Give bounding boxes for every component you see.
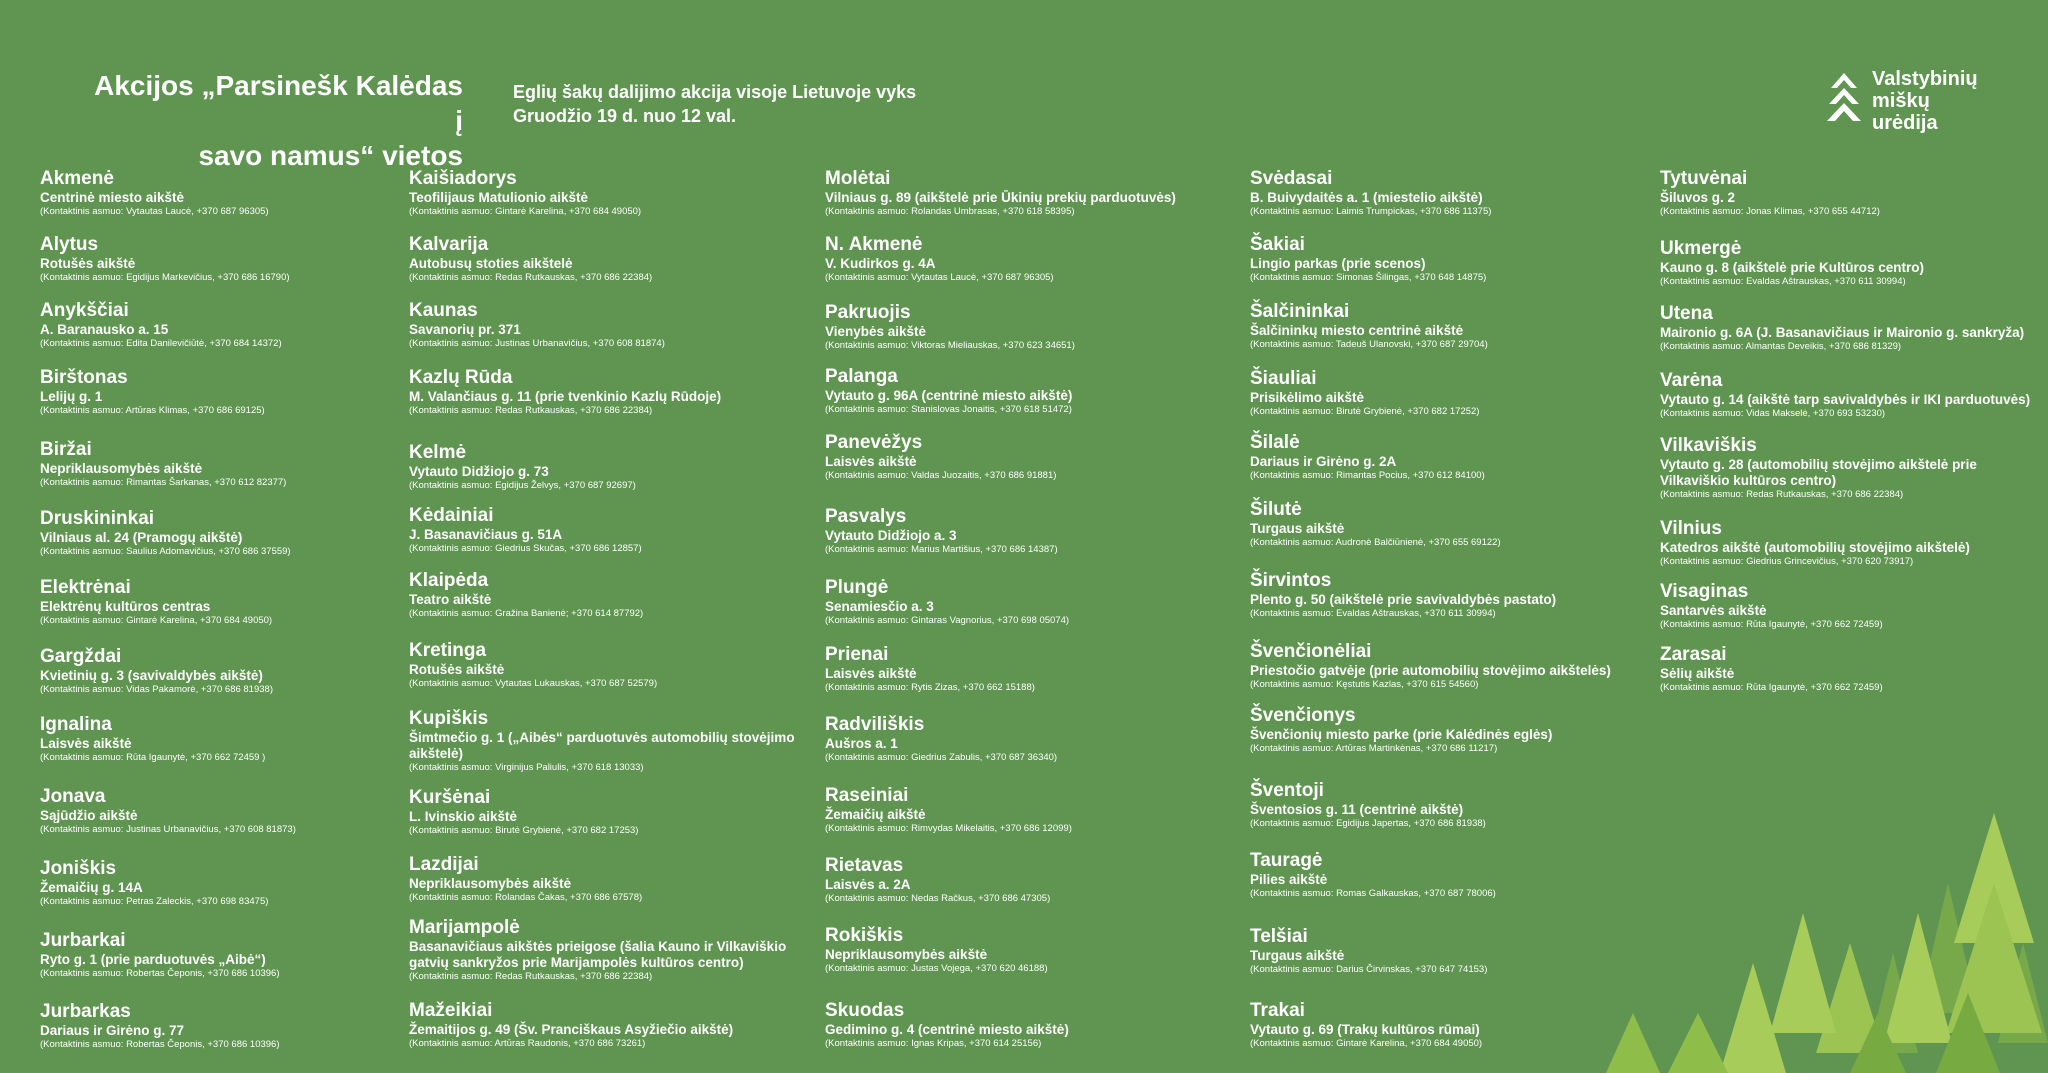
christmas-trees-illustration xyxy=(1588,713,2048,1073)
location-entry xyxy=(825,432,1245,482)
location-entry xyxy=(1250,570,1650,620)
location-name: Rietavas xyxy=(825,855,904,876)
location-entry xyxy=(825,577,1245,627)
location-entry xyxy=(1660,581,2040,631)
location-entry xyxy=(409,442,819,492)
location-name: Vilkaviškis xyxy=(1660,435,1757,456)
location-entry xyxy=(1660,518,2040,568)
location-name: Raseiniai xyxy=(825,785,909,806)
location-contact: (Kontaktinis asmuo: Gintarė Karelina, +370 684 49050) xyxy=(40,615,273,626)
location-name: Palanga xyxy=(825,366,898,387)
location-entry xyxy=(40,577,390,627)
location-name: Šalčininkai xyxy=(1250,301,1350,322)
location-contact: (Kontaktinis asmuo: Virginijus Paliulis, +370 618 13033) xyxy=(409,762,644,773)
location-address: Dariaus ir Girėno g. 2A xyxy=(1250,454,1397,469)
location-contact: (Kontaktinis asmuo: Nedas Račkus, +370 686 47305) xyxy=(825,893,1051,904)
location-name: Gargždai xyxy=(40,646,122,667)
location-contact: (Kontaktinis asmuo: Artūras Martinkėnas, +370 686 11217) xyxy=(1250,743,1498,754)
location-name: Šakiai xyxy=(1250,234,1305,255)
event-info-line-2: Gruodžio 19 d. nuo 12 val. xyxy=(513,106,737,126)
location-address: Šiluvos g. 2 xyxy=(1660,190,1736,205)
location-contact: (Kontaktinis asmuo: Ignas Kripas, +370 614 25156) xyxy=(825,1038,1042,1049)
location-address: Laisvės a. 2A xyxy=(825,877,911,892)
location-name: Vilnius xyxy=(1660,518,1722,539)
location-entry xyxy=(1250,168,1650,218)
location-name: Kazlų Rūda xyxy=(409,367,513,388)
location-entry xyxy=(1660,435,2040,501)
location-name: Prienai xyxy=(825,644,889,665)
logo-text xyxy=(1872,68,1978,134)
location-address: Santarvės aikštė xyxy=(1660,603,1767,618)
location-name: Zarasai xyxy=(1660,644,1727,665)
location-address: Turgaus aikštė xyxy=(1250,521,1345,536)
location-name: Varėna xyxy=(1660,370,1723,391)
location-address: Šimtmečio g. 1 („Aibės“ parduotuvės automobilių stovėjimo aikštelė) xyxy=(409,730,795,761)
location-entry xyxy=(1250,234,1650,284)
location-address: Maironio g. 6A (J. Basanavičiaus ir Maironio g. sankryža) xyxy=(1660,325,2025,340)
location-name: Plungė xyxy=(825,577,889,598)
location-name: Pakruojis xyxy=(825,302,911,323)
location-name: Druskininkai xyxy=(40,508,155,529)
location-name: Jurbarkai xyxy=(40,930,126,951)
location-contact: (Kontaktinis asmuo: Evaldas Aštrauskas, +370 611 30994) xyxy=(1250,608,1496,619)
location-address: Vilniaus g. 89 (aikštelė prie Ūkinių prekių parduotuvės) xyxy=(825,190,1176,205)
location-entry xyxy=(1250,926,1650,976)
location-name: Akmenė xyxy=(40,168,114,189)
location-address: Nepriklausomybės aikštė xyxy=(40,461,203,476)
location-entry xyxy=(825,925,1245,975)
location-address: Priestočio gatvėje (prie automobilių stovėjimo aikštelės) xyxy=(1250,663,1611,678)
location-contact: (Kontaktinis asmuo: Vytautas Laucė, +370 687 96305) xyxy=(825,272,1054,283)
location-entry xyxy=(409,640,819,690)
location-address: Lelijų g. 1 xyxy=(40,389,103,404)
location-name: Klaipėda xyxy=(409,570,489,591)
location-entry xyxy=(825,1000,1245,1050)
location-address: V. Kudirkos g. 4A xyxy=(825,256,936,271)
location-address: Pilies aikštė xyxy=(1250,872,1328,887)
location-contact: (Kontaktinis asmuo: Egidijus Markevičius, +370 686 16790) xyxy=(40,272,290,283)
location-entry xyxy=(1250,641,1650,691)
location-entry xyxy=(40,646,390,696)
location-contact: (Kontaktinis asmuo: Egidijus Japertas, +370 686 81938) xyxy=(1250,818,1486,829)
location-entry xyxy=(40,508,390,558)
location-name: N. Akmenė xyxy=(825,234,923,255)
location-name: Trakai xyxy=(1250,1000,1305,1021)
location-address: Laisvės aikštė xyxy=(825,454,917,469)
location-contact: (Kontaktinis asmuo: Laimis Trumpickas, +370 686 11375) xyxy=(1250,206,1492,217)
location-address: B. Buivydaitės a. 1 (miestelio aikštė) xyxy=(1250,190,1483,205)
logo-line-3: urėdija xyxy=(1872,112,1938,134)
location-name: Elektrėnai xyxy=(40,577,131,598)
location-contact: (Kontaktinis asmuo: Viktoras Mieliauskas, +370 623 34651) xyxy=(825,340,1075,351)
location-entry xyxy=(409,168,819,218)
location-contact: (Kontaktinis asmuo: Gražina Banienė; +370 614 87792) xyxy=(409,608,644,619)
location-contact: (Kontaktinis asmuo: Vidas Pakamorė, +370 686 81938) xyxy=(40,684,273,695)
location-contact: (Kontaktinis asmuo: Redas Rutkauskas, +370 686 22384) xyxy=(1660,489,1904,500)
location-entry xyxy=(1250,432,1650,482)
location-name: Skuodas xyxy=(825,1000,905,1021)
location-address: Vytauto Didžiojo a. 3 xyxy=(825,528,957,543)
location-entry xyxy=(409,917,819,983)
page-title xyxy=(80,68,463,173)
location-entry xyxy=(825,855,1245,905)
location-address: Vytauto Didžiojo g. 73 xyxy=(409,464,549,479)
location-address: L. Ivinskio aikštė xyxy=(409,809,518,824)
location-entry xyxy=(409,505,819,555)
location-contact: (Kontaktinis asmuo: Audronė Balčiūnienė, +370 655 69122) xyxy=(1250,537,1501,548)
location-name: Alytus xyxy=(40,234,99,255)
location-address: Rotušės aikštė xyxy=(409,662,505,677)
location-entry xyxy=(825,366,1245,416)
location-address: Nepriklausomybės aikštė xyxy=(409,876,572,891)
vmu-logo xyxy=(1826,68,2036,143)
location-entry xyxy=(40,300,390,350)
location-name: Kaišiadorys xyxy=(409,168,517,189)
location-name: Pasvalys xyxy=(825,506,907,527)
location-contact: (Kontaktinis asmuo: Rūta Igaunytė, +370 662 72459 ) xyxy=(40,752,266,763)
location-address: Švenčionių miesto parke (prie Kalėdinės eglės) xyxy=(1250,727,1553,742)
location-address: Šalčininkų miesto centrinė aikštė xyxy=(1250,323,1464,338)
location-entry xyxy=(1250,705,1650,755)
location-address: Teatro aikštė xyxy=(409,592,492,607)
logo-line-2: miškų xyxy=(1872,90,1930,112)
location-contact: (Kontaktinis asmuo: Evaldas Aštrauskas, +370 611 30994) xyxy=(1660,276,1906,287)
location-address: Gedimino g. 4 (centrinė miesto aikštė) xyxy=(825,1022,1069,1037)
location-name: Anykščiai xyxy=(40,300,129,321)
location-address: Prisikėlimo aikštė xyxy=(1250,390,1365,405)
location-address: Laisvės aikštė xyxy=(40,736,132,751)
location-address: Šventosios g. 11 (centrinė aikštė) xyxy=(1250,802,1464,817)
location-contact: (Kontaktinis asmuo: Marius Martišius, +370 686 14387) xyxy=(825,544,1058,555)
location-contact: (Kontaktinis asmuo: Simonas Šilingas, +370 648 14875) xyxy=(1250,272,1487,283)
location-address: Autobusų stoties aikštelė xyxy=(409,256,573,271)
location-entry xyxy=(409,300,819,350)
location-address: A. Baranausko a. 15 xyxy=(40,322,169,337)
location-name: Kretinga xyxy=(409,640,487,661)
location-contact: (Kontaktinis asmuo: Artūras Klimas, +370 686 69125) xyxy=(40,405,265,416)
location-name: Biržai xyxy=(40,439,92,460)
location-entry xyxy=(409,787,819,837)
location-contact: (Kontaktinis asmuo: Giedrius Grincevičius, +370 620 73917) xyxy=(1660,556,1914,567)
location-name: Telšiai xyxy=(1250,926,1308,947)
location-address: Basanavičiaus aikštės prieigose (šalia Kauno ir Vilkaviškio gatvių sankryžos prie Marijampolės kultūros centro) xyxy=(409,939,787,970)
location-contact: (Kontaktinis asmuo: Saulius Adomavičius, +370 686 37559) xyxy=(40,546,291,557)
location-entry xyxy=(1250,1000,1650,1050)
location-name: Jonava xyxy=(40,786,106,807)
location-contact: (Kontaktinis asmuo: Gintarė Karelina, +370 684 49050) xyxy=(409,206,642,217)
location-entry xyxy=(825,234,1245,284)
location-name: Panevėžys xyxy=(825,432,923,453)
location-contact: (Kontaktinis asmuo: Petras Zaleckis, +370 698 83475) xyxy=(40,896,269,907)
location-name: Širvintos xyxy=(1250,570,1332,591)
location-address: Kvietinių g. 3 (savivaldybės aikštė) xyxy=(40,668,263,683)
location-contact: (Kontaktinis asmuo: Almantas Deveikis, +370 686 81329) xyxy=(1660,341,1902,352)
location-contact: (Kontaktinis asmuo: Rimantas Šarkanas, +370 612 82377) xyxy=(40,477,287,488)
location-name: Marijampolė xyxy=(409,917,520,938)
location-contact: (Kontaktinis asmuo: Vytautas Lukauskas, +370 687 52579) xyxy=(409,678,658,689)
location-address: Vytauto g. 69 (Trakų kultūros rūmai) xyxy=(1250,1022,1480,1037)
location-address: Plento g. 50 (aikštelė prie savivaldybės pastato) xyxy=(1250,592,1557,607)
location-name: Kėdainiai xyxy=(409,505,494,526)
location-address: Sėlių aikštė xyxy=(1660,666,1735,681)
location-name: Tytuvėnai xyxy=(1660,168,1748,189)
location-address: Sąjūdžio aikštė xyxy=(40,808,138,823)
location-contact: (Kontaktinis asmuo: Birutė Grybienė, +370 682 17252) xyxy=(1250,406,1480,417)
location-contact: (Kontaktinis asmuo: Darius Čirvinskas, +370 647 74153) xyxy=(1250,964,1488,975)
location-contact: (Kontaktinis asmuo: Giedrius Zabulis, +370 687 36340) xyxy=(825,752,1058,763)
location-entry xyxy=(40,234,390,284)
location-address: M. Valančiaus g. 11 (prie tvenkinio Kazlų Rūdoje) xyxy=(409,389,722,404)
location-address: Vienybės aikštė xyxy=(825,324,927,339)
location-address: Nepriklausomybės aikštė xyxy=(825,947,988,962)
location-name: Utena xyxy=(1660,303,1713,324)
location-contact: (Kontaktinis asmuo: Artūras Raudonis, +370 686 73261) xyxy=(409,1038,646,1049)
location-contact: (Kontaktinis asmuo: Kęstutis Kazlas, +370 615 54560) xyxy=(1250,679,1479,690)
location-entry xyxy=(1660,238,2040,288)
location-entry xyxy=(825,714,1245,764)
location-entry xyxy=(409,234,819,284)
location-contact: (Kontaktinis asmuo: Rimvydas Mikelaitis, +370 686 12099) xyxy=(825,823,1072,834)
location-name: Joniškis xyxy=(40,858,117,879)
title-line-1: Akcijos „Parsinešk Kalėdas į xyxy=(94,70,463,136)
location-contact: (Kontaktinis asmuo: Justinas Urbanavičius, +370 608 81874) xyxy=(409,338,665,349)
location-address: Kauno g. 8 (aikštelė prie Kultūros centro) xyxy=(1660,260,1925,275)
location-contact: (Kontaktinis asmuo: Redas Rutkauskas, +370 686 22384) xyxy=(409,405,653,416)
location-address: Katedros aikštė (automobilių stovėjimo aikštelė) xyxy=(1660,540,1970,555)
location-entry xyxy=(1660,303,2040,353)
location-address: Ryto g. 1 (prie parduotuvės „Aibė“) xyxy=(40,952,266,967)
location-entry xyxy=(825,168,1245,218)
location-contact: (Kontaktinis asmuo: Jonas Klimas, +370 655 44712) xyxy=(1660,206,1880,217)
location-name: Švenčionėliai xyxy=(1250,641,1372,662)
location-entry xyxy=(1250,499,1650,549)
location-entry xyxy=(40,367,390,417)
location-address: Lingio parkas (prie scenos) xyxy=(1250,256,1426,271)
location-entry xyxy=(40,1001,390,1051)
location-name: Švenčionys xyxy=(1250,705,1356,726)
location-contact: (Kontaktinis asmuo: Egidijus Želvys, +370 687 92697) xyxy=(409,480,636,491)
location-address: Teofilijaus Matulionio aikštė xyxy=(409,190,589,205)
location-entry xyxy=(1660,644,2040,694)
location-name: Kaunas xyxy=(409,300,478,321)
location-contact: (Kontaktinis asmuo: Stanislovas Jonaitis, +370 618 51472) xyxy=(825,404,1072,415)
location-address: Žemaičių g. 14A xyxy=(40,880,143,895)
location-entry xyxy=(409,1000,819,1050)
location-contact: (Kontaktinis asmuo: Tadeuš Ulanovski, +370 687 29704) xyxy=(1250,339,1488,350)
location-name: Tauragė xyxy=(1250,850,1323,871)
logo-line-1: Valstybinių xyxy=(1872,68,1978,90)
location-entry xyxy=(409,854,819,904)
location-contact: (Kontaktinis asmuo: Birutė Grybienė, +370 682 17253) xyxy=(409,825,639,836)
location-entry xyxy=(1660,168,2040,218)
location-address: Senamiesčio a. 3 xyxy=(825,599,934,614)
location-entry xyxy=(1250,368,1650,418)
location-name: Ukmergė xyxy=(1660,238,1742,259)
location-contact: (Kontaktinis asmuo: Vidas Makselė, +370 693 53230) xyxy=(1660,408,1886,419)
location-contact: (Kontaktinis asmuo: Romas Galkauskas, +370 687 78006) xyxy=(1250,888,1496,899)
location-name: Šilutė xyxy=(1250,499,1302,520)
location-address: Laisvės aikštė xyxy=(825,666,917,681)
location-name: Rokiškis xyxy=(825,925,904,946)
trees-front-row xyxy=(1606,813,2042,1073)
location-contact: (Kontaktinis asmuo: Rimantas Pocius, +370 612 84100) xyxy=(1250,470,1485,481)
location-contact: (Kontaktinis asmuo: Edita Danilevičiūtė, +370 684 14372) xyxy=(40,338,282,349)
location-name: Šiauliai xyxy=(1250,368,1317,389)
location-entry xyxy=(825,506,1245,556)
location-contact: (Kontaktinis asmuo: Rolandas Umbrasas, +370 618 58395) xyxy=(825,206,1075,217)
location-contact: (Kontaktinis asmuo: Rolandas Čakas, +370 686 67578) xyxy=(409,892,643,903)
location-entry xyxy=(825,302,1245,352)
location-contact: (Kontaktinis asmuo: Justinas Urbanavičius, +370 608 81873) xyxy=(40,824,296,835)
location-name: Mažeikiai xyxy=(409,1000,493,1021)
location-entry xyxy=(40,714,390,764)
location-address: Vilniaus al. 24 (Pramogų aikštė) xyxy=(40,530,243,545)
location-name: Birštonas xyxy=(40,367,128,388)
location-entry xyxy=(1250,850,1650,900)
location-entry xyxy=(409,570,819,620)
location-name: Šilalė xyxy=(1250,432,1300,453)
location-address: Savanorių pr. 371 xyxy=(409,322,521,337)
location-address: Vytauto g. 28 (automobilių stovėjimo aikštelė prie Vilkaviškio kultūros centro) xyxy=(1660,457,1977,488)
location-address: Vytauto g. 96A (centrinė miesto aikštė) xyxy=(825,388,1073,403)
tree-logo-icon xyxy=(1826,71,1862,135)
location-entry xyxy=(409,708,819,774)
location-address: Rotušės aikštė xyxy=(40,256,136,271)
location-address: Centrinė miesto aikštė xyxy=(40,190,185,205)
location-contact: (Kontaktinis asmuo: Rytis Zizas, +370 662 15188) xyxy=(825,682,1035,693)
location-name: Jurbarkas xyxy=(40,1001,131,1022)
event-info xyxy=(513,80,1033,128)
location-contact: (Kontaktinis asmuo: Justas Vojega, +370 620 46188) xyxy=(825,963,1048,974)
location-address: Aušros a. 1 xyxy=(825,736,898,751)
location-address: Žemaičių aikštė xyxy=(825,807,926,822)
location-contact: (Kontaktinis asmuo: Rūta Igaunytė, +370 662 72459) xyxy=(1660,682,1883,693)
location-contact: (Kontaktinis asmuo: Valdas Juozaitis, +370 686 91881) xyxy=(825,470,1057,481)
location-address: Turgaus aikštė xyxy=(1250,948,1345,963)
location-name: Kupiškis xyxy=(409,708,489,729)
location-contact: (Kontaktinis asmuo: Redas Rutkauskas, +370 686 22384) xyxy=(409,971,653,982)
location-name: Kalvarija xyxy=(409,234,489,255)
location-contact: (Kontaktinis asmuo: Vytautas Laucė, +370 687 96305) xyxy=(40,206,269,217)
event-info-line-1: Eglių šakų dalijimo akcija visoje Lietuvoje vyks xyxy=(513,82,917,102)
location-name: Svėdasai xyxy=(1250,168,1333,189)
location-entry xyxy=(40,930,390,980)
location-entry xyxy=(825,644,1245,694)
location-contact: (Kontaktinis asmuo: Redas Rutkauskas, +370 686 22384) xyxy=(409,272,653,283)
location-contact: (Kontaktinis asmuo: Gintarė Karelina, +370 684 49050) xyxy=(1250,1038,1483,1049)
location-contact: (Kontaktinis asmuo: Giedrius Skučas, +370 686 12857) xyxy=(409,543,642,554)
location-entry xyxy=(1250,301,1650,351)
location-name: Šventoji xyxy=(1250,780,1324,801)
location-entry xyxy=(409,367,819,417)
location-contact: (Kontaktinis asmuo: Gintaras Vagnorius, +370 698 05074) xyxy=(825,615,1070,626)
location-name: Molėtai xyxy=(825,168,891,189)
location-name: Ignalina xyxy=(40,714,112,735)
location-address: Vytauto g. 14 (aikštė tarp savivaldybės ir IKI parduotuvės) xyxy=(1660,392,2031,407)
location-entry xyxy=(40,786,390,836)
location-address: Žemaitijos g. 49 (Šv. Pranciškaus Asyžiečio aikštė) xyxy=(409,1022,734,1037)
location-entry xyxy=(40,439,390,489)
location-entry xyxy=(1660,370,2040,420)
location-entry xyxy=(1250,780,1650,830)
location-contact: (Kontaktinis asmuo: Rūta Igaunytė, +370 662 72459) xyxy=(1660,619,1883,630)
location-address: Elektrėnų kultūros centras xyxy=(40,599,211,614)
location-entry xyxy=(40,858,390,908)
location-contact: (Kontaktinis asmuo: Robertas Čeponis, +370 686 10396) xyxy=(40,968,280,979)
location-name: Kuršėnai xyxy=(409,787,491,808)
location-entry xyxy=(40,168,390,218)
location-name: Visaginas xyxy=(1660,581,1749,602)
title-line-2: savo namus“ vietos xyxy=(198,140,463,171)
location-contact: (Kontaktinis asmuo: Robertas Čeponis, +370 686 10396) xyxy=(40,1039,280,1050)
location-address: J. Basanavičiaus g. 51A xyxy=(409,527,563,542)
location-name: Radviliškis xyxy=(825,714,925,735)
location-name: Kelmė xyxy=(409,442,467,463)
location-name: Lazdijai xyxy=(409,854,479,875)
location-entry xyxy=(825,785,1245,835)
location-address: Dariaus ir Girėno g. 77 xyxy=(40,1023,185,1038)
